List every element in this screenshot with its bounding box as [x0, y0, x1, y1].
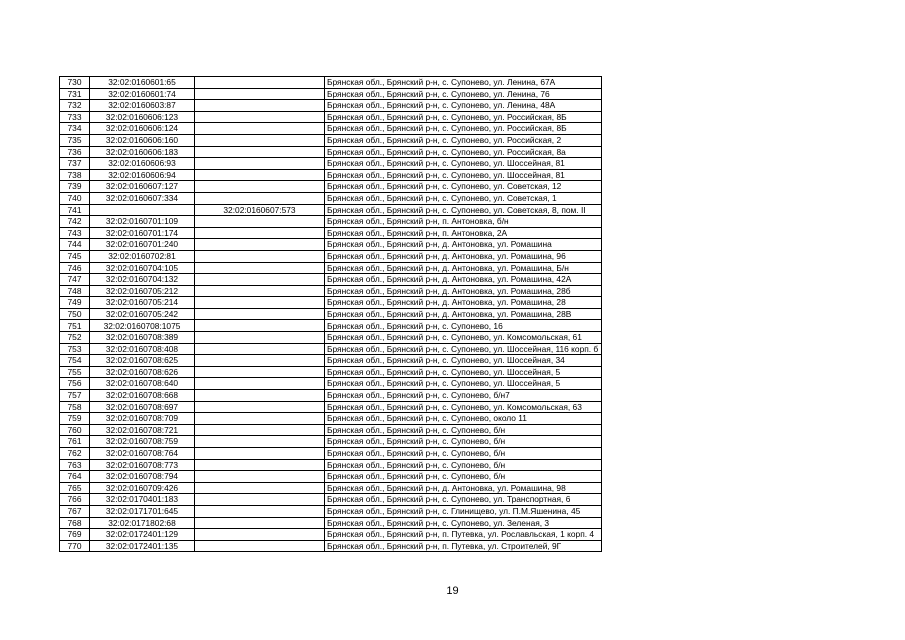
related-cadastral-number-cell — [195, 355, 325, 367]
row-number-cell: 735 — [60, 134, 90, 146]
cadastral-number-cell: 32:02:0160708:794 — [90, 471, 195, 483]
table-row — [60, 227, 602, 239]
address-cell: Брянская обл., Брянский р-н, с. Супонево, ул. Ленина, 48А — [325, 100, 602, 112]
table-row — [60, 413, 602, 425]
cadastral-number-cell: 32:02:0160708:640 — [90, 378, 195, 390]
table-row — [60, 111, 602, 123]
row-number-cell: 757 — [60, 390, 90, 402]
table-row — [60, 134, 602, 146]
table-row — [60, 366, 602, 378]
address-cell: Брянская обл., Брянский р-н, с. Супонево, б/н — [325, 471, 602, 483]
table-row — [60, 436, 602, 448]
related-cadastral-number-cell — [195, 111, 325, 123]
related-cadastral-number-cell — [195, 436, 325, 448]
address-cell: Брянская обл., Брянский р-н, с. Супонево, ул. Шоссейная, 5 — [325, 366, 602, 378]
related-cadastral-number-cell — [195, 297, 325, 309]
cadastral-number-cell: 32:02:0160606:123 — [90, 111, 195, 123]
table-row — [60, 216, 602, 228]
table-row — [60, 181, 602, 193]
table-row — [60, 88, 602, 100]
address-cell: Брянская обл., Брянский р-н, с. Супонево, б/н7 — [325, 390, 602, 402]
table-row — [60, 332, 602, 344]
cadastral-number-cell: 32:02:0160606:183 — [90, 146, 195, 158]
cadastral-number-cell: 32:02:0160702:81 — [90, 250, 195, 262]
table-row — [60, 262, 602, 274]
related-cadastral-number-cell — [195, 134, 325, 146]
address-cell: Брянская обл., Брянский р-н, с. Супонево, ул. Ленина, 67А — [325, 77, 602, 89]
address-cell: Брянская обл., Брянский р-н, с. Супонево, б/н — [325, 436, 602, 448]
cadastral-number-cell: 32:02:0160708:626 — [90, 366, 195, 378]
address-cell: Брянская обл., Брянский р-н, с. Супонево, ул. Комсомольская, 63 — [325, 401, 602, 413]
row-number-cell: 748 — [60, 285, 90, 297]
cadastral-number-cell: 32:02:0160708:764 — [90, 448, 195, 460]
related-cadastral-number-cell — [195, 262, 325, 274]
table-row — [60, 308, 602, 320]
related-cadastral-number-cell — [195, 181, 325, 193]
related-cadastral-number-cell — [195, 192, 325, 204]
table-row — [60, 401, 602, 413]
cadastral-number-cell: 32:02:0160601:65 — [90, 77, 195, 89]
table-row — [60, 100, 602, 112]
cadastral-number-cell: 32:02:0160607:334 — [90, 192, 195, 204]
row-number-cell: 765 — [60, 482, 90, 494]
cadastral-number-cell: 32:02:0160708:1075 — [90, 320, 195, 332]
table-row — [60, 297, 602, 309]
table-row — [60, 390, 602, 402]
related-cadastral-number-cell: 32:02:0160607:573 — [195, 204, 325, 216]
cadastral-number-cell: 32:02:0160708:709 — [90, 413, 195, 425]
table-row — [60, 471, 602, 483]
address-cell: Брянская обл., Брянский р-н, д. Антоновка, ул. Ромашина — [325, 239, 602, 251]
row-number-cell: 755 — [60, 366, 90, 378]
related-cadastral-number-cell — [195, 482, 325, 494]
row-number-cell: 762 — [60, 448, 90, 460]
row-number-cell: 746 — [60, 262, 90, 274]
row-number-cell: 769 — [60, 529, 90, 541]
address-cell: Брянская обл., Брянский р-н, с. Супонево, ул. Комсомольская, 61 — [325, 332, 602, 344]
row-number-cell: 730 — [60, 77, 90, 89]
related-cadastral-number-cell — [195, 239, 325, 251]
related-cadastral-number-cell — [195, 401, 325, 413]
cadastral-number-cell: 32:02:0160708:668 — [90, 390, 195, 402]
row-number-cell: 742 — [60, 216, 90, 228]
cadastral-number-cell: 32:02:0160701:174 — [90, 227, 195, 239]
related-cadastral-number-cell — [195, 332, 325, 344]
property-table — [59, 76, 602, 552]
related-cadastral-number-cell — [195, 169, 325, 181]
related-cadastral-number-cell — [195, 448, 325, 460]
table-row — [60, 343, 602, 355]
table-row — [60, 77, 602, 89]
address-cell: Брянская обл., Брянский р-н, с. Супонево, ул. Российская, 2 — [325, 134, 602, 146]
row-number-cell: 759 — [60, 413, 90, 425]
table-row — [60, 285, 602, 297]
address-cell: Брянская обл., Брянский р-н, с. Супонево, ул. Советская, 1 — [325, 192, 602, 204]
cadastral-number-cell: 32:02:0160606:160 — [90, 134, 195, 146]
cadastral-number-cell: 32:02:0160708:697 — [90, 401, 195, 413]
related-cadastral-number-cell — [195, 274, 325, 286]
address-cell: Брянская обл., Брянский р-н, д. Антоновка, ул. Ромашина, 28В — [325, 308, 602, 320]
related-cadastral-number-cell — [195, 366, 325, 378]
address-cell: Брянская обл., Брянский р-н, с. Супонево, 16 — [325, 320, 602, 332]
cadastral-number-cell: 32:02:0160606:124 — [90, 123, 195, 135]
table-row — [60, 378, 602, 390]
table-row — [60, 204, 602, 216]
cadastral-number-cell: 32:02:0160701:240 — [90, 239, 195, 251]
cadastral-number-cell: 32:02:0160701:109 — [90, 216, 195, 228]
row-number-cell: 751 — [60, 320, 90, 332]
related-cadastral-number-cell — [195, 285, 325, 297]
related-cadastral-number-cell — [195, 216, 325, 228]
table-row — [60, 158, 602, 170]
table-row — [60, 424, 602, 436]
row-number-cell: 756 — [60, 378, 90, 390]
row-number-cell: 745 — [60, 250, 90, 262]
address-cell: Брянская обл., Брянский р-н, с. Супонево, ул. Зеленая, 3 — [325, 517, 602, 529]
row-number-cell: 741 — [60, 204, 90, 216]
related-cadastral-number-cell — [195, 146, 325, 158]
related-cadastral-number-cell — [195, 529, 325, 541]
related-cadastral-number-cell — [195, 227, 325, 239]
address-cell: Брянская обл., Брянский р-н, с. Супонево, б/н — [325, 424, 602, 436]
table-row — [60, 529, 602, 541]
cadastral-number-cell: 32:02:0171701:645 — [90, 505, 195, 517]
table-row — [60, 320, 602, 332]
address-cell: Брянская обл., Брянский р-н, с. Супонево, ул. Советская, 12 — [325, 181, 602, 193]
address-cell: Брянская обл., Брянский р-н, с. Супонево, ул. Шоссейная, 81 — [325, 158, 602, 170]
row-number-cell: 734 — [60, 123, 90, 135]
row-number-cell: 753 — [60, 343, 90, 355]
row-number-cell: 747 — [60, 274, 90, 286]
related-cadastral-number-cell — [195, 517, 325, 529]
related-cadastral-number-cell — [195, 413, 325, 425]
table-row — [60, 482, 602, 494]
row-number-cell: 738 — [60, 169, 90, 181]
address-cell: Брянская обл., Брянский р-н, с. Супонево, ул. Ленина, 76 — [325, 88, 602, 100]
row-number-cell: 749 — [60, 297, 90, 309]
row-number-cell: 764 — [60, 471, 90, 483]
related-cadastral-number-cell — [195, 77, 325, 89]
related-cadastral-number-cell — [195, 123, 325, 135]
cadastral-number-cell: 32:02:0160606:94 — [90, 169, 195, 181]
cadastral-number-cell: 32:02:0160704:132 — [90, 274, 195, 286]
row-number-cell: 761 — [60, 436, 90, 448]
address-cell: Брянская обл., Брянский р-н, с. Супонево, ул. Российская, 8а — [325, 146, 602, 158]
related-cadastral-number-cell — [195, 308, 325, 320]
cadastral-number-cell: 32:02:0160708:625 — [90, 355, 195, 367]
row-number-cell: 758 — [60, 401, 90, 413]
cadastral-number-cell: 32:02:0172401:135 — [90, 540, 195, 552]
row-number-cell: 760 — [60, 424, 90, 436]
row-number-cell: 743 — [60, 227, 90, 239]
table-row — [60, 459, 602, 471]
cadastral-number-cell: 32:02:0160705:242 — [90, 308, 195, 320]
related-cadastral-number-cell — [195, 100, 325, 112]
row-number-cell: 740 — [60, 192, 90, 204]
row-number-cell: 766 — [60, 494, 90, 506]
cadastral-number-cell: 32:02:0160705:214 — [90, 297, 195, 309]
row-number-cell: 744 — [60, 239, 90, 251]
address-cell: Брянская обл., Брянский р-н, д. Антоновка, ул. Ромашина, 28б — [325, 285, 602, 297]
table-row — [60, 250, 602, 262]
row-number-cell: 732 — [60, 100, 90, 112]
address-cell: Брянская обл., Брянский р-н, с. Супонево, ул. Шоссейная, 81 — [325, 169, 602, 181]
table-row — [60, 517, 602, 529]
cadastral-number-cell: 32:02:0160601:74 — [90, 88, 195, 100]
cadastral-number-cell — [90, 204, 195, 216]
row-number-cell: 770 — [60, 540, 90, 552]
row-number-cell: 767 — [60, 505, 90, 517]
address-cell: Брянская обл., Брянский р-н, д. Антоновка, ул. Ромашина, 96 — [325, 250, 602, 262]
row-number-cell: 733 — [60, 111, 90, 123]
address-cell: Брянская обл., Брянский р-н, с. Глинищево, ул. П.М.Яшенина, 45 — [325, 505, 602, 517]
address-cell: Брянская обл., Брянский р-н, с. Супонево, б/н — [325, 459, 602, 471]
cadastral-number-cell: 32:02:0160708:389 — [90, 332, 195, 344]
row-number-cell: 731 — [60, 88, 90, 100]
address-cell: Брянская обл., Брянский р-н, с. Супонево, ул. Шоссейная, 34 — [325, 355, 602, 367]
table-row — [60, 169, 602, 181]
address-cell: Брянская обл., Брянский р-н, с. Супонево, б/н — [325, 448, 602, 460]
related-cadastral-number-cell — [195, 320, 325, 332]
cadastral-number-cell: 32:02:0160607:127 — [90, 181, 195, 193]
address-cell: Брянская обл., Брянский р-н, с. Супонево, ул. Советская, 8, пом. II — [325, 204, 602, 216]
cadastral-number-cell: 32:02:0160606:93 — [90, 158, 195, 170]
table-row — [60, 505, 602, 517]
cadastral-number-cell: 32:02:0170401:183 — [90, 494, 195, 506]
related-cadastral-number-cell — [195, 459, 325, 471]
address-cell: Брянская обл., Брянский р-н, с. Супонево, ул. Российская, 8Б — [325, 123, 602, 135]
cadastral-number-cell: 32:02:0160708:759 — [90, 436, 195, 448]
cadastral-number-cell: 32:02:0160705:212 — [90, 285, 195, 297]
related-cadastral-number-cell — [195, 471, 325, 483]
related-cadastral-number-cell — [195, 390, 325, 402]
table-row — [60, 448, 602, 460]
address-cell: Брянская обл., Брянский р-н, с. Супонево, ул. Российская, 8Б — [325, 111, 602, 123]
table-row — [60, 192, 602, 204]
address-cell: Брянская обл., Брянский р-н, д. Антоновка, ул. Ромашина, 98 — [325, 482, 602, 494]
cadastral-number-cell: 32:02:0160603:87 — [90, 100, 195, 112]
row-number-cell: 752 — [60, 332, 90, 344]
table-row — [60, 494, 602, 506]
row-number-cell: 750 — [60, 308, 90, 320]
cadastral-number-cell: 32:02:0171802:68 — [90, 517, 195, 529]
address-cell: Брянская обл., Брянский р-н, с. Супонево, около 11 — [325, 413, 602, 425]
related-cadastral-number-cell — [195, 343, 325, 355]
table-row — [60, 146, 602, 158]
address-cell: Брянская обл., Брянский р-н, с. Супонево, ул. Шоссейная, 116 корп. б — [325, 343, 602, 355]
address-cell: Брянская обл., Брянский р-н, п. Антоновка, 2А — [325, 227, 602, 239]
table-row — [60, 239, 602, 251]
row-number-cell: 768 — [60, 517, 90, 529]
row-number-cell: 737 — [60, 158, 90, 170]
related-cadastral-number-cell — [195, 505, 325, 517]
cadastral-number-cell: 32:02:0160708:773 — [90, 459, 195, 471]
address-cell: Брянская обл., Брянский р-н, д. Антоновка, ул. Ромашина, 28 — [325, 297, 602, 309]
cadastral-number-cell: 32:02:0160709:426 — [90, 482, 195, 494]
related-cadastral-number-cell — [195, 424, 325, 436]
related-cadastral-number-cell — [195, 250, 325, 262]
table-row — [60, 355, 602, 367]
address-cell: Брянская обл., Брянский р-н, с. Супонево, ул. Шоссейная, 5 — [325, 378, 602, 390]
table-row — [60, 540, 602, 552]
address-cell: Брянская обл., Брянский р-н, п. Путевка, ул. Рославльская, 1 корп. 4 — [325, 529, 602, 541]
table-row — [60, 123, 602, 135]
address-cell: Брянская обл., Брянский р-н, п. Антоновка, б/н — [325, 216, 602, 228]
related-cadastral-number-cell — [195, 494, 325, 506]
cadastral-number-cell: 32:02:0160704:105 — [90, 262, 195, 274]
cadastral-number-cell: 32:02:0172401:129 — [90, 529, 195, 541]
row-number-cell: 739 — [60, 181, 90, 193]
row-number-cell: 736 — [60, 146, 90, 158]
related-cadastral-number-cell — [195, 540, 325, 552]
address-cell: Брянская обл., Брянский р-н, д. Антоновка, ул. Ромашина, Б/н — [325, 262, 602, 274]
address-cell: Брянская обл., Брянский р-н, д. Антоновка, ул. Ромашина, 42А — [325, 274, 602, 286]
address-cell: Брянская обл., Брянский р-н, с. Супонево, ул. Транспортная, 6 — [325, 494, 602, 506]
cadastral-number-cell: 32:02:0160708:721 — [90, 424, 195, 436]
property-table-body — [60, 77, 602, 552]
row-number-cell: 754 — [60, 355, 90, 367]
row-number-cell: 763 — [60, 459, 90, 471]
cadastral-number-cell: 32:02:0160708:408 — [90, 343, 195, 355]
related-cadastral-number-cell — [195, 158, 325, 170]
page-number: 19 — [446, 585, 459, 597]
related-cadastral-number-cell — [195, 88, 325, 100]
related-cadastral-number-cell — [195, 378, 325, 390]
address-cell: Брянская обл., Брянский р-н, п. Путевка, ул. Строителей, 9Г — [325, 540, 602, 552]
table-row — [60, 274, 602, 286]
